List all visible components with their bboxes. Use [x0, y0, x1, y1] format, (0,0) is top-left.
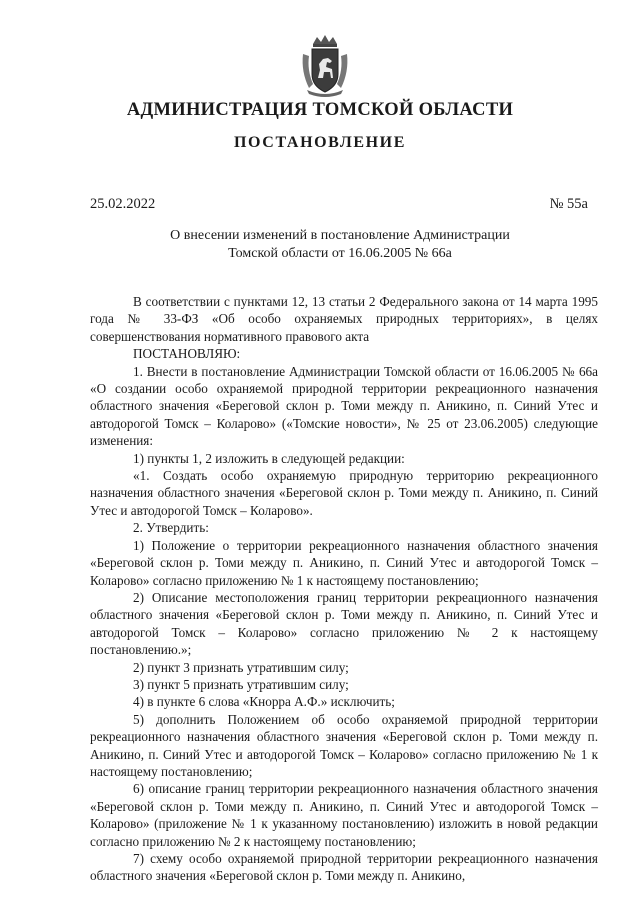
body-paragraph: 1. Внести в постановление Администрации Томской области от 16.06.2005 № 66а «О создании особо охраняемой природной территории рекреационного назначения областного значения «Береговой склон р. Томи между п. Аникино, п. Синий Утес и автодорогой Томск – Коларово» («Томские новости», № 25 от 23.06.2005) следующие изменения: — [90, 363, 598, 449]
body-paragraph: 3) пункт 5 признать утратившим силу; — [133, 676, 349, 692]
preamble-paragraph: В соответствии с пунктами 12, 13 статьи 2 Федерального закона от 14 марта 1995 года № 33-ФЗ «Об особо охраняемых природных территориях», в целях совершенствования нормативного правового акта — [90, 294, 598, 344]
tomsk-coat-of-arms-icon — [299, 34, 351, 98]
body-paragraph: 4) в пункте 6 слова «Кнорра А.Ф.» исключить; — [133, 694, 395, 710]
subject-line: Томской области от 16.06.2005 № 66а — [228, 246, 452, 261]
body-paragraph: «1. Создать особо охраняемую природную территорию рекреационного назначения областного значения «Береговой склон р. Томи между п. Аникино, п. Синий Утес и автодорогой Томск – Коларово». — [90, 468, 598, 518]
subject-line: О внесении изменений в постановление Администрации — [170, 228, 510, 243]
document-date: 25.02.2022 — [90, 196, 156, 212]
document-body — [90, 293, 598, 885]
body-paragraph: 2. Утвердить: — [133, 520, 209, 536]
decree-word: ПОСТАНОВЛЯЮ: — [133, 346, 241, 362]
document-type: ПОСТАНОВЛЕНИЕ — [234, 134, 406, 151]
body-paragraph: 1) пункты 1, 2 изложить в следующей редакции: — [133, 450, 405, 466]
body-paragraph: 2) Описание местоположения границ территории рекреационного назначения областного значения «Береговой склон р. Томи между п. Аникино, п. Синий Утес и автодорогой Томск – Коларово» согласно приложению № 2 к настоящему постановлению.»; — [90, 589, 598, 658]
document-number: № 55а — [549, 196, 588, 212]
document-subject — [120, 227, 560, 263]
body-paragraph: 5) дополнить Положением об особо охраняемой природной территории рекреационного назначения областного значения «Береговой склон р. Томи между п. Аникино, п. Синий Утес и автодорогой Томск – Коларово» согласно приложению № 1 к настоящему постановлению; — [90, 711, 598, 779]
body-paragraph: 6) описание границ территории рекреационного назначения областного значения «Береговой склон р. Томи между п. Аникино, п. Синий Утес и автодорогой Томск – Коларово» (приложение № 1 к указанному постановлению) изложить в новой редакции согласно приложению № 2 к настоящему постановлению; — [90, 781, 598, 849]
organization-title: АДМИНИСТРАЦИЯ ТОМСКОЙ ОБЛАСТИ — [126, 100, 514, 120]
body-paragraph: 7) схему особо охраняемой природной территории рекреационного назначения областного значения «Береговой склон р. Томи между п. Аникино, — [90, 851, 598, 884]
body-paragraph: 2) пункт 3 признать утратившим силу; — [133, 659, 349, 675]
body-paragraph: 1) Положение о территории рекреационного назначения областного значения «Береговой склон р. Томи между п. Аникино, п. Синий Утес и автодорогой Томск – Коларово» согласно приложению № 1 к настоящему постановлению; — [90, 537, 598, 588]
